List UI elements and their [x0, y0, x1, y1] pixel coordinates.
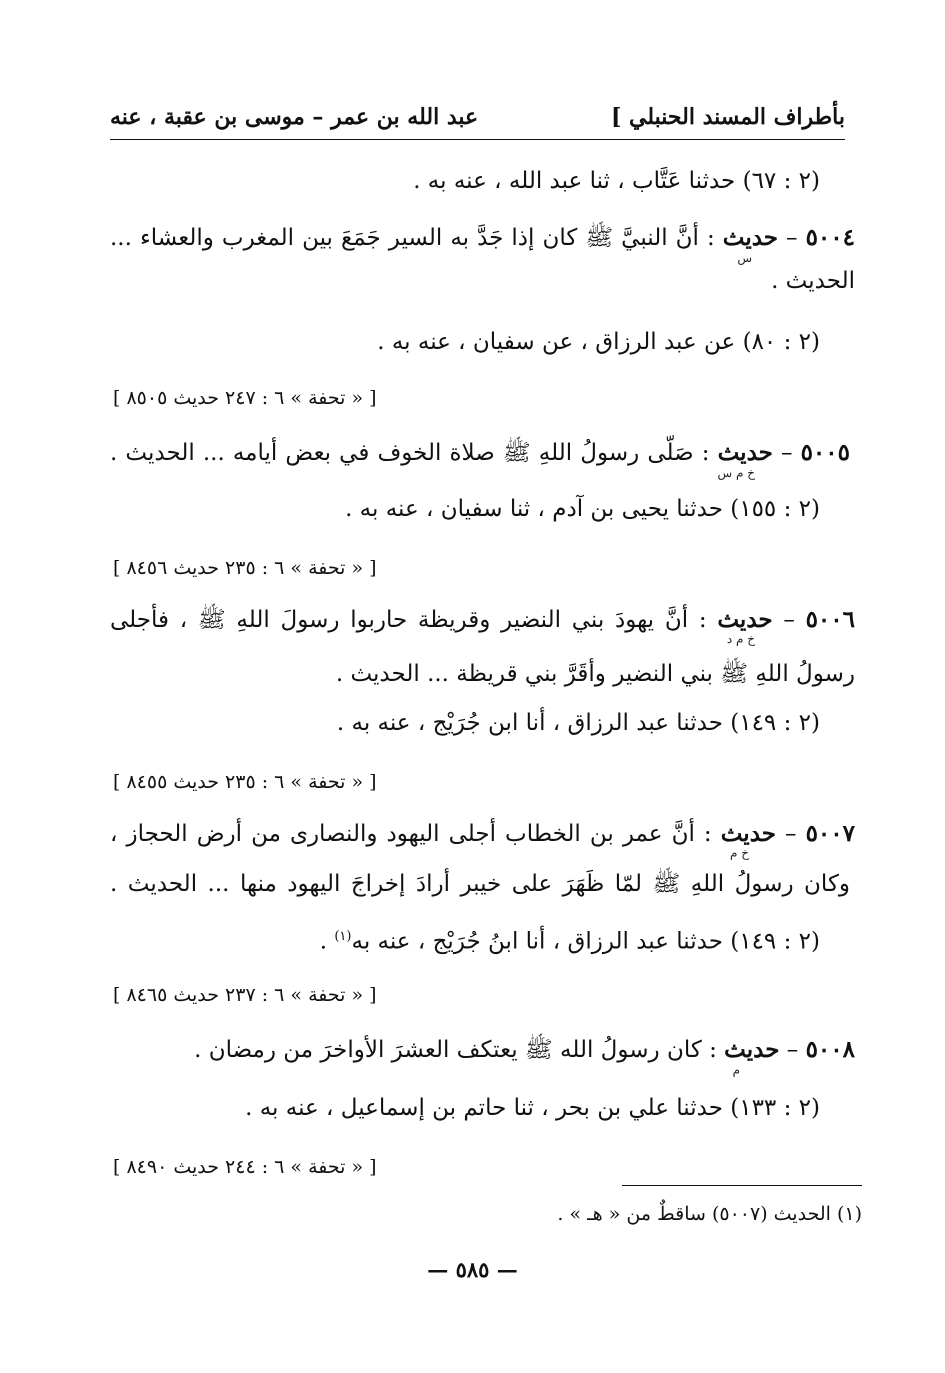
hadith-5005-source: (٢ : ١٥٥) حدثنا يحيى بن آدم ، ثنا سفيان ، عنه به . [345, 496, 820, 522]
dash: – [772, 607, 806, 633]
header-section-title [110, 104, 478, 130]
reference-text: [ « تحفة » ٦ : ٢٣٧ حديث ٨٤٦٥ ] [113, 984, 377, 1006]
narrator-symbols: م [732, 1063, 740, 1077]
hadith-keyword: حديث [717, 606, 773, 633]
hadith-number: ٥٠٠٦ [805, 606, 855, 633]
hadith-text: : أنَّ عمر بن الخطاب أجلى اليهود والنصارى من أرض الحجاز ، [110, 821, 721, 847]
footnote-marker[interactable]: (١) [334, 929, 352, 944]
hadith-number: ٥٠٠٤ [805, 224, 855, 251]
narrator-symbols: س [737, 251, 752, 265]
source-line: (٢ : ٦٧) حدثنا عَتَّاب ، ثنا عبد الله ، عنه به . [413, 168, 820, 194]
hadith-text: : كان رسولُ الله ﷺ يعتكف العشرَ الأواخرَ من رمضان . [194, 1037, 725, 1063]
narrator-symbols: خ م س [717, 466, 755, 480]
hadith-5007-line-1 [110, 819, 855, 849]
hadith-text: : أنَّ النبيَّ ﷺ كان إذا جَدَّ به السير جَمَعَ بين المغرب والعشاء ... [110, 225, 723, 251]
hadith-5006-reference [113, 767, 377, 797]
hadith-5007-source [320, 922, 820, 957]
hadith-number: ٥٠٠٨ [805, 1036, 855, 1063]
header-book-title: بأطراف المسند الحنبلي ] [610, 104, 845, 130]
dash: – [775, 821, 806, 847]
source-end: . [319, 928, 335, 955]
running-header [110, 100, 845, 136]
dash: – [779, 1037, 806, 1063]
hadith-5008-reference [113, 1152, 377, 1182]
dash: – [778, 225, 806, 251]
hadith-5004-reference [113, 383, 377, 413]
hadith-keyword: حديث [717, 439, 773, 466]
hadith-5008-line-1 [194, 1035, 855, 1065]
reference-text: [ « تحفة » ٦ : ٢٣٥ حديث ٨٤٥٥ ] [113, 771, 377, 793]
hadith-5006-source: (٢ : ١٤٩) حدثنا عبد الرزاق ، أنا ابن جُرَيْج ، عنه به . [336, 710, 820, 736]
footnote-rule [622, 1185, 862, 1186]
hadith-5004-source: (٢ : ٨٠) عن عبد الرزاق ، عن سفيان ، عنه به . [377, 329, 820, 355]
hadith-5006-line-1 [110, 605, 855, 635]
hadith-5005-reference [113, 553, 377, 583]
hadith-text: : أنَّ يهودَ بني النضير وقريظة حاربوا رسولَ اللهِ ﷺ ، فأجلى [110, 607, 718, 633]
narrator-symbols: خ م د [726, 632, 755, 646]
page-number: — ٥٨٥ — [427, 1257, 518, 1282]
hadith-number: ٥٠٠٧ [805, 820, 855, 847]
hadith-keyword: حديث [720, 820, 776, 847]
hadith-5006-line-2: رسولُ اللهِ ﷺ بني النضير وأقَرَّ بني قريظة ... الحديث . [335, 661, 855, 687]
header-section-title-bold: عبد الله بن عمر [331, 104, 479, 130]
reference-text: [ « تحفة » ٦ : ٢٣٥ حديث ٨٤٥٦ ] [113, 557, 377, 579]
hadith-text: : صَلّى رسولُ اللهِ ﷺ صلاة الخوف في بعض أيامه ... الحديث . [110, 440, 718, 466]
hadith-5007-reference [113, 980, 377, 1010]
hadith-5004-line-1 [110, 223, 855, 253]
hadith-number: ٥٠٠٥ [800, 439, 850, 466]
reference-text: [ « تحفة » ٦ : ٢٤٧ حديث ٨٥٠٥ ] [113, 387, 377, 409]
narrator-symbols: خ م [730, 846, 749, 860]
hadith-5005-line-1 [110, 438, 850, 468]
source-text: (٢ : ١٤٩) حدثنا عبد الرزاق ، أنا ابنُ جُرَيْج ، عنه به [351, 928, 820, 955]
hadith-5004-line-2: الحديث . [771, 268, 855, 294]
header-section-title-rest: – موسى بن عقبة ، عنه [110, 104, 332, 130]
dash: – [772, 440, 801, 466]
header-rule [110, 139, 845, 140]
hadith-5007-line-2: وكان رسولُ اللهِ ﷺ لمّا ظَهَرَ على خيبر أرادَ إخراجَ اليهود منها ... الحديث . [110, 871, 850, 897]
footnote: (١) الحديث (٥٠٠٧) ساقطٌ من « هـ » . [557, 1203, 862, 1225]
reference-text: [ « تحفة » ٦ : ٢٤٤ حديث ٨٤٩٠ ] [113, 1156, 377, 1178]
hadith-keyword: حديث [724, 1036, 780, 1063]
hadith-5008-source: (٢ : ١٣٣) حدثنا علي بن بحر ، ثنا حاتم بن إسماعيل ، عنه به . [245, 1095, 820, 1121]
hadith-keyword: حديث [722, 224, 779, 251]
